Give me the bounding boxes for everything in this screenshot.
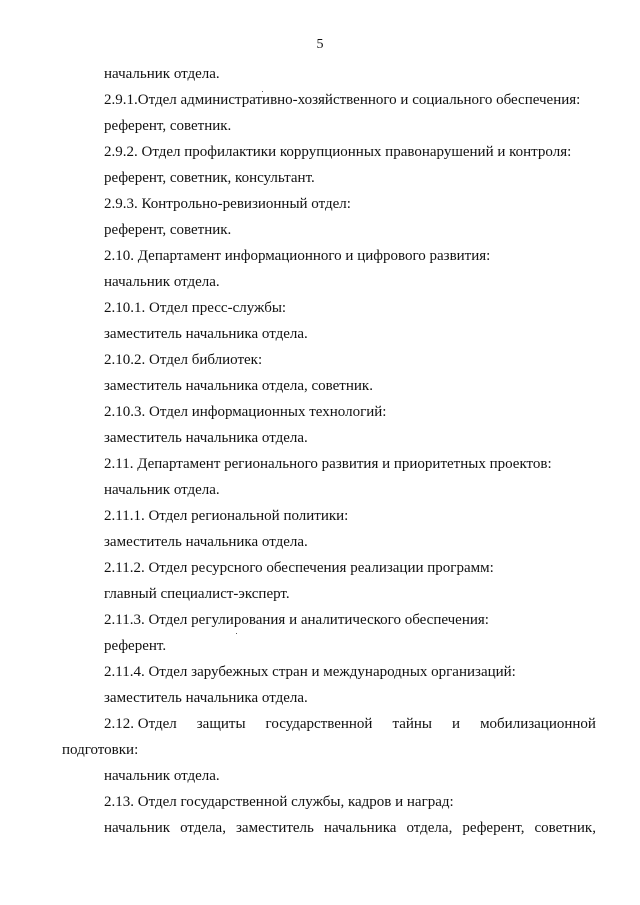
last-line-word: референт,	[462, 820, 525, 836]
text-line: 2.11.3. Отдел регулирования и аналитического обеспечения:	[104, 612, 489, 628]
text-line: референт.	[104, 638, 167, 654]
text-line: 2.10. Департамент информационного и цифрового развития:	[104, 248, 491, 264]
text-line: заместитель начальника отдела.	[104, 690, 308, 706]
text-line: 2.9.3. Контрольно-ревизионный отдел:	[104, 196, 351, 212]
item-2-12-line	[104, 714, 596, 734]
last-line-word: начальника	[323, 820, 397, 836]
text-line: начальник отдела.	[104, 482, 220, 498]
text-line: референт, советник, консультант.	[104, 170, 315, 186]
last-line-word: отдела,	[180, 820, 226, 836]
last-line-word: отдела,	[406, 820, 453, 836]
item-2-12-word: тайны	[392, 716, 432, 732]
text-line: 2.9.2. Отдел профилактики коррупционных правонарушений и контроля:	[104, 144, 572, 160]
text-line: референт, советник.	[104, 222, 232, 238]
text-line: 2.10.1. Отдел пресс-службы:	[104, 300, 287, 316]
text-line: главный специалист-эксперт.	[104, 586, 290, 602]
last-line-word: начальник	[104, 820, 171, 836]
item-2-12-word: мобилизационной	[480, 716, 596, 732]
scan-speck	[262, 91, 263, 92]
scan-speck	[236, 633, 237, 634]
last-line-word: советник,	[534, 820, 596, 836]
text-line: 2.11.4. Отдел зарубежных стран и международных организаций:	[104, 664, 516, 680]
last-line-word: заместитель	[236, 820, 314, 836]
text-line: 2.11. Департамент регионального развития и приоритетных проектов:	[104, 456, 552, 472]
text-line: заместитель начальника отдела, советник.	[104, 378, 373, 394]
text-line: начальник отдела.	[104, 274, 220, 290]
text-line: заместитель начальника отдела.	[104, 430, 308, 446]
text-line: заместитель начальника отдела.	[104, 534, 308, 550]
text-line: 2.11.1. Отдел региональной политики:	[104, 508, 349, 524]
text-line: начальник отдела.	[104, 768, 220, 784]
text-line: начальник отдела.	[104, 66, 220, 82]
text-line: 2.9.1.Отдел административно-хозяйственного и социального обеспечения:	[104, 92, 581, 108]
item-2-12-word: защиты	[196, 716, 246, 732]
item-2-12-word: государственной	[265, 716, 373, 732]
item-2-12-word: и	[452, 716, 461, 732]
page-number: 5	[316, 37, 324, 52]
text-line: заместитель начальника отдела.	[104, 326, 308, 342]
item-2-12-word: 2.12. Отдел	[104, 716, 177, 732]
text-line: 2.10.3. Отдел информационных технологий:	[104, 404, 387, 420]
item-2-12-continuation: подготовки:	[62, 742, 139, 758]
text-line: 2.10.2. Отдел библиотек:	[104, 352, 263, 368]
item-2-13-line: 2.13. Отдел государственной службы, кадров и наград:	[104, 794, 454, 810]
text-line: референт, советник.	[104, 118, 232, 134]
text-line: 2.11.2. Отдел ресурсного обеспечения реализации программ:	[104, 560, 494, 576]
last-line	[104, 818, 596, 838]
